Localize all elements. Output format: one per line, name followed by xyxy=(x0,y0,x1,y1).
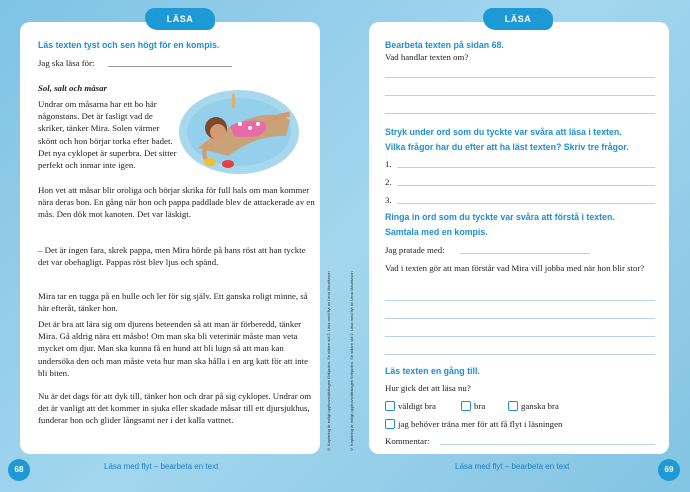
read-for-line[interactable] xyxy=(108,66,232,67)
checkbox[interactable] xyxy=(508,401,518,411)
left-instruction: Läs texten tyst och sen högt för en kompis. xyxy=(38,40,220,50)
answer-line[interactable] xyxy=(385,113,655,114)
option-label: ganska bra xyxy=(521,401,559,411)
story-paragraph-5: Det är bra att lära sig om djurens beteenden så att man är förberedd, tänker Mira. Gå aldrig nära ett måsbo! Om man ska bli veterinär måste man veta mycket om djur. Man ska kunna få en hund att bli lugn så att man kan undersöka den och man måste veta hur man ska hålla i en arg katt för att inte bli biten. xyxy=(38,319,309,378)
story-paragraph-3: – Det är ingen fara, skrek pappa, men Mira hörde på hans röst att han tyckte det var obehagligt. Pappas röst blev ljus och spänd. xyxy=(38,245,306,268)
talked-with-line[interactable] xyxy=(460,253,590,254)
option-need-practice[interactable] xyxy=(385,418,562,430)
section3-heading: Ringa in ord som du tyckte var svåra att förstå i texten. xyxy=(385,212,615,222)
answer-line[interactable] xyxy=(385,77,655,78)
story-paragraph-6: Nu är det dags för att dyk till, tänker hon och drar på sig cyklopet. Undrar om det är vanligt att det kommer in sjuka eller skadade måsar till ett djursjukhus, funderar hon och glider långsamt ner i det kalla vattnet. xyxy=(38,391,312,426)
page-number-right: 69 xyxy=(658,459,680,481)
section1-question: Vad handlar texten om? xyxy=(385,52,469,62)
job-question: Vad i texten gör att man förstår vad Mira vill jobba med när hon blir stor? xyxy=(385,263,645,273)
question-number-3: 3. xyxy=(385,195,392,205)
option-label: väldigt bra xyxy=(398,401,436,411)
answer-line[interactable] xyxy=(385,95,655,96)
story-paragraph-2: Hon vet att måsar blir oroliga och börjar skrika för full hals om man kommer nära deras bon. En gång när hon och pappa paddlade blev de attackerade av en mås. Den dök mot kanoten. Det var läskigt. xyxy=(38,185,315,220)
section2-subheading: Vilka frågor har du efter att ha läst texten? Skriv tre frågor. xyxy=(385,142,629,152)
option-very-good[interactable] xyxy=(385,400,436,412)
question-line-3[interactable] xyxy=(397,203,655,204)
answer-line[interactable] xyxy=(385,318,655,319)
checkbox[interactable] xyxy=(385,419,395,429)
section1-heading: Bearbeta texten på sidan 68. xyxy=(385,40,504,50)
read-for-label: Jag ska läsa för: xyxy=(38,58,95,68)
section3-subheading: Samtala med en kompis. xyxy=(385,227,488,237)
answer-line[interactable] xyxy=(385,336,655,337)
talked-with-label: Jag pratade med: xyxy=(385,245,445,255)
answer-line[interactable] xyxy=(385,354,655,355)
footer-right: Läsa med flyt – bearbeta en text xyxy=(455,462,570,471)
copyright-left: © Kopiering är enligt upphovsrättslagen förbjuden. Se vidare sid 2. Läsa med flyt av Lena Mauritzson xyxy=(326,271,331,452)
story-title: Sol, salt och måsar xyxy=(38,83,107,93)
story-paragraph-4: Mira tar en tugga på en bulle och ler för sig själv. Ett ganska roligt minne, så här efteråt, tänker hon. xyxy=(38,291,308,314)
comment-line[interactable] xyxy=(440,444,655,445)
section4-heading: Läs texten en gång till. xyxy=(385,366,480,376)
option-label: jag behöver träna mer för att få flyt i läsningen xyxy=(398,419,563,429)
option-quite-good[interactable] xyxy=(508,400,559,412)
story-paragraph-1: Undrar om måsarna har ett bo här någonstans. Det är fasligt vad de skriker, tänker Mira. Solen värmer skönt och hon börjar torka efter badet. Det nya cyklopet är superbra. Det sitter perfekt och inmar inte igen. xyxy=(38,99,177,171)
checkbox[interactable] xyxy=(385,401,395,411)
question-line-2[interactable] xyxy=(397,185,655,186)
footer-left: Läsa med flyt – bearbeta en text xyxy=(104,462,219,471)
option-label: bra xyxy=(474,401,486,411)
how-question: Hur gick det att läsa nu? xyxy=(385,383,471,393)
question-number-1: 1. xyxy=(385,159,392,169)
section-tab-left: LÄSA xyxy=(145,8,215,30)
option-good[interactable] xyxy=(461,400,485,412)
comment-label: Kommentar: xyxy=(385,436,430,446)
page-number-left: 68 xyxy=(8,459,30,481)
copyright-right: © Kopiering är enligt upphovsrättslagen förbjuden. Se vidare sid 2. Läsa med flyt av Lena Mauritzson xyxy=(349,271,354,452)
question-number-2: 2. xyxy=(385,177,392,187)
section-tab-right: LÄSA xyxy=(483,8,553,30)
checkbox[interactable] xyxy=(461,401,471,411)
answer-line[interactable] xyxy=(385,300,655,301)
section2-heading: Stryk under ord som du tyckte var svåra att läsa i texten. xyxy=(385,127,622,137)
girl-sunbathing-illustration xyxy=(178,86,300,178)
question-line-1[interactable] xyxy=(397,167,655,168)
